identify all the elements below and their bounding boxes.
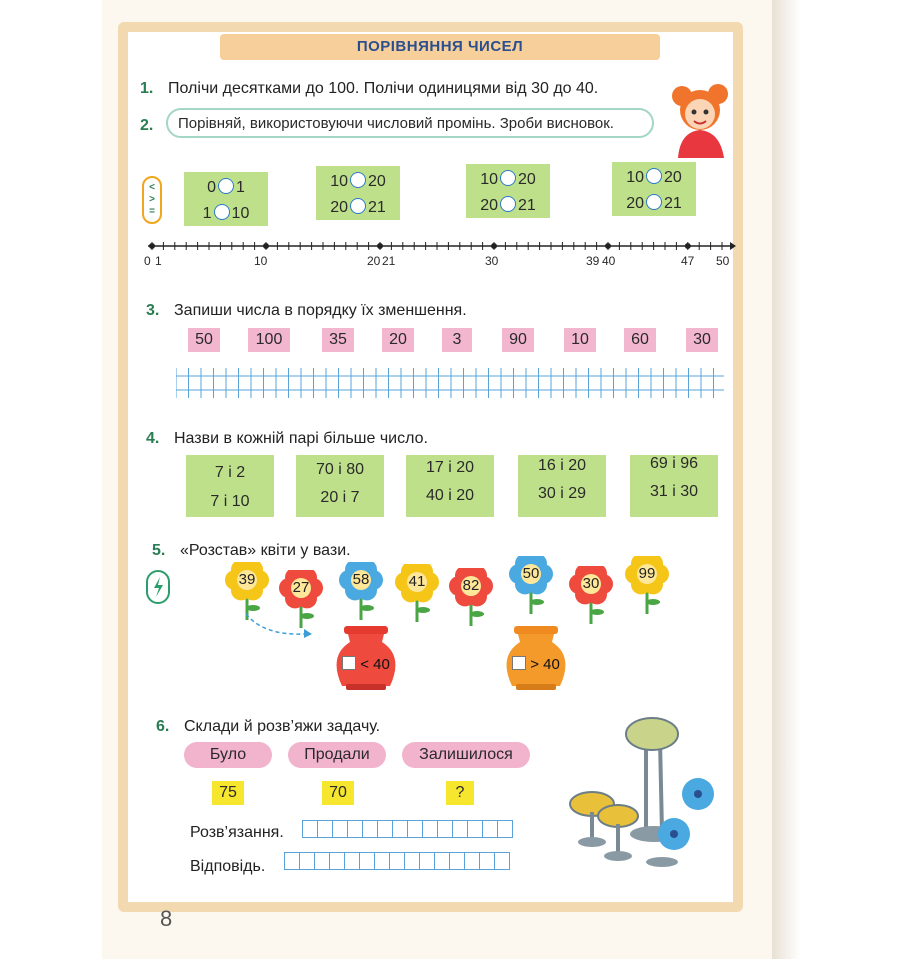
value: 21 (664, 195, 682, 212)
compare-circle[interactable] (214, 204, 230, 220)
flower-value: 30 (582, 575, 600, 592)
nl-label-47: 47 (681, 254, 695, 268)
answer-cell[interactable] (464, 852, 480, 870)
sign-less: < (149, 182, 155, 193)
page-number: 8 (160, 906, 173, 931)
compare-circle[interactable] (350, 198, 366, 214)
nl-label-30: 30 (485, 254, 499, 268)
answer-cell[interactable] (404, 852, 420, 870)
nl-label-10: 10 (254, 254, 268, 268)
compare-circle[interactable] (218, 178, 234, 194)
number-card: 20 (382, 328, 414, 352)
value: 20 (518, 171, 536, 188)
value: 20 (330, 199, 348, 216)
compare-card-3 (466, 164, 550, 218)
number-card: 90 (502, 328, 534, 352)
task3-number: 3. (146, 302, 160, 319)
pair-top: 7 і 2 (214, 464, 246, 481)
task4-text: Назви в кожній парі більше число. (174, 430, 428, 447)
pair-bottom: 20 і 7 (320, 489, 360, 506)
compare-circle[interactable] (500, 196, 516, 212)
value: 0 (207, 179, 216, 196)
task2-speech-bubble (166, 108, 654, 138)
flower-value: 50 (522, 565, 540, 582)
answer-cell[interactable] (482, 820, 498, 838)
value: 10 (480, 171, 498, 188)
answer-cell[interactable] (347, 820, 363, 838)
number-line-point (492, 244, 497, 249)
answer-cell[interactable] (434, 852, 450, 870)
nl-label-1: 1 (155, 254, 162, 268)
value-was: 75 (212, 781, 244, 805)
task5-text: «Розстав» квіти у вази. (180, 542, 351, 559)
compare-card-4 (612, 162, 696, 216)
pair-card (186, 455, 274, 517)
compare-signs-badge (142, 176, 162, 224)
answer-cell[interactable] (422, 820, 438, 838)
checkbox[interactable] (512, 656, 526, 670)
answer-grid-strip[interactable] (176, 368, 724, 398)
flower[interactable] (622, 556, 672, 616)
nl-label-50: 50 (716, 254, 730, 268)
compare-circle[interactable] (646, 168, 662, 184)
answer-cell[interactable] (467, 820, 483, 838)
number-card: 10 (564, 328, 596, 352)
answer-cell[interactable] (377, 820, 393, 838)
answer-cell[interactable] (317, 820, 333, 838)
task6-text: Склади й розв’яжи задачу. (184, 718, 381, 735)
value: 10 (330, 173, 348, 190)
answer-label: Відповідь. (190, 858, 266, 875)
pair-card (406, 455, 494, 517)
answer-cell[interactable] (332, 820, 348, 838)
compare-card-1 (184, 172, 268, 226)
compare-circle[interactable] (350, 172, 366, 188)
pair-bottom: 40 і 20 (425, 487, 475, 504)
solution-boxes[interactable] (302, 820, 512, 838)
page-title: ПОРІВНЯННЯ ЧИСЕЛ (356, 38, 524, 55)
value: 20 (664, 169, 682, 186)
pair-card (518, 455, 606, 517)
number-card: 60 (624, 328, 656, 352)
compare-circle[interactable] (646, 194, 662, 210)
header-sold: Продали (288, 742, 386, 768)
value: 20 (480, 197, 498, 214)
pair-bottom: 7 і 10 (210, 493, 250, 510)
sign-equal: = (149, 206, 155, 217)
task5-number: 5. (152, 542, 166, 559)
number-line-point (685, 244, 690, 249)
nl-label-40: 40 (602, 254, 616, 268)
sign-greater: > (149, 194, 155, 205)
nl-label-0: 0 (144, 254, 151, 268)
flower-value: 82 (462, 577, 480, 594)
answer-cell[interactable] (419, 852, 435, 870)
task3-text: Запиши числа в порядку їх зменшення. (174, 302, 467, 319)
girl-illustration (668, 76, 732, 158)
answer-cell[interactable] (284, 852, 300, 870)
answer-cell[interactable] (497, 820, 513, 838)
answer-cell[interactable] (329, 852, 345, 870)
answer-cell[interactable] (437, 820, 453, 838)
nl-label-20: 20 (367, 254, 381, 268)
task1-text: Полічи десятками до 100. Полічи одиницями від 30 до 40. (168, 80, 599, 97)
flower[interactable] (392, 564, 442, 624)
pair-bottom: 30 і 29 (537, 485, 587, 502)
value: 20 (626, 195, 644, 212)
number-line (146, 236, 736, 270)
header-was: Було (184, 742, 272, 768)
value: 10 (231, 205, 250, 222)
value-sold: 70 (322, 781, 354, 805)
pair-top: 69 і 96 (649, 455, 699, 472)
compare-card-2 (316, 166, 400, 220)
number-card: 30 (686, 328, 718, 352)
pair-top: 16 і 20 (537, 457, 587, 474)
answer-cell[interactable] (479, 852, 495, 870)
number-line-point (378, 244, 383, 249)
value-left: ? (446, 781, 474, 805)
flower[interactable] (446, 568, 496, 628)
nl-label-39: 39 (586, 254, 600, 268)
nl-label-21: 21 (382, 254, 396, 268)
answer-cell[interactable] (407, 820, 423, 838)
task2-text: Порівняй, використовуючи числовий промінь. Зроби висновок. (178, 115, 614, 132)
number-card: 35 (322, 328, 354, 352)
answer-cell[interactable] (389, 852, 405, 870)
flower-value: 27 (292, 579, 310, 596)
number-line-axis (146, 236, 736, 256)
answer-cell[interactable] (299, 852, 315, 870)
number-line-point (606, 244, 611, 249)
answer-cell[interactable] (314, 852, 330, 870)
flower[interactable] (566, 566, 616, 626)
vase-label (326, 656, 406, 673)
pair-top: 70 і 80 (315, 461, 365, 478)
flower[interactable] (506, 556, 556, 616)
solution-label: Розв’язання. (190, 824, 284, 841)
number-card: 3 (442, 328, 472, 352)
answer-cell[interactable] (449, 852, 465, 870)
page-edge (772, 0, 800, 959)
task6-number: 6. (156, 718, 170, 735)
value: 1 (236, 179, 245, 196)
dashed-arrow (244, 610, 314, 640)
compare-circle[interactable] (500, 170, 516, 186)
pair-card (630, 455, 718, 517)
answer-cell[interactable] (452, 820, 468, 838)
flower-value: 39 (238, 571, 256, 588)
header-left: Залишилося (402, 742, 530, 768)
task1-number: 1. (140, 80, 154, 97)
vase-text: < 40 (360, 656, 390, 673)
vase-less-40[interactable] (326, 626, 406, 696)
value: 20 (368, 173, 386, 190)
flower[interactable] (336, 562, 386, 622)
flower-value: 41 (408, 573, 426, 590)
vase-greater-40[interactable] (496, 626, 576, 696)
task2-number: 2. (140, 117, 154, 134)
number-card: 50 (188, 328, 220, 352)
value: 10 (626, 169, 644, 186)
answer-boxes[interactable] (284, 852, 509, 870)
answer-cell[interactable] (362, 820, 378, 838)
value: 21 (518, 197, 536, 214)
answer-cell[interactable] (344, 852, 360, 870)
answer-cell[interactable] (359, 852, 375, 870)
answer-cell[interactable] (302, 820, 318, 838)
number-line-point (264, 244, 269, 249)
checkbox[interactable] (342, 656, 356, 670)
value: 1 (202, 205, 212, 222)
pair-card (296, 455, 384, 517)
number-card: 100 (248, 328, 290, 352)
vase-text: > 40 (530, 656, 560, 673)
fans-illustration (566, 712, 730, 872)
value: 21 (368, 199, 386, 216)
pair-top: 17 і 20 (425, 459, 475, 476)
task4-number: 4. (146, 430, 160, 447)
pair-bottom: 31 і 30 (649, 483, 699, 500)
flower-value: 58 (352, 571, 370, 588)
flower-value: 99 (638, 565, 656, 582)
answer-cell[interactable] (494, 852, 510, 870)
vase-label (496, 656, 576, 673)
answer-cell[interactable] (374, 852, 390, 870)
lightning-icon (146, 570, 170, 604)
answer-cell[interactable] (392, 820, 408, 838)
number-line-point (150, 244, 155, 249)
